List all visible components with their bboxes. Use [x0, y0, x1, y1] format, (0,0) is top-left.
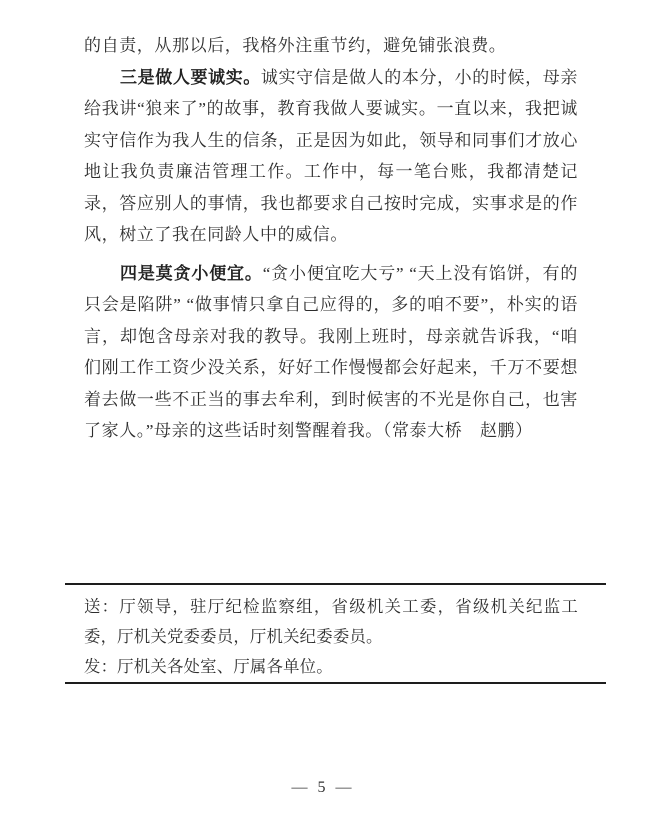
paragraph-honesty-text: 诚实守信是做人的本分，小的时候，母亲给我讲“狼来了”的故事，教育我做人要诚实。一直以来，我把诚实守信作为我人生的信条，正是因为如此，领导和同事们才放心地让我负责廉洁管理工作。工作中，每一笔台账，我都清楚记录，答应别人的事情，我也都要求自己按时完成，实事求是的作风，树立了我在同龄人中的威信。: [84, 67, 578, 244]
page-number: — 5 —: [291, 779, 355, 796]
paragraph-no-greed-text: “贪小便宜吃大亏” “天上没有馅饼，有的只会是陷阱” “做事情只拿自己应得的，多的咱不要”，朴实的语言，却饱含母亲对我的教导。我刚上班时，母亲就告诉我，“咱们刚工作工资少没关系，好好工作慢慢都会好起来，千万不要想着去做一些不正当的事去牟利，到时候害的不光是你自己，也害了家人。”母亲的这些话时刻警醒着我。（常泰大桥 赵鹏）: [84, 263, 578, 440]
document-body: [84, 30, 578, 447]
paragraph-continuation: 的自责，从那以后，我格外注重节约，避免铺张浪费。: [84, 36, 507, 55]
paragraph-honesty: [84, 62, 578, 251]
distribution-top-rule: [65, 583, 606, 585]
paragraph-no-greed: [84, 258, 578, 447]
paragraph-honesty-heading: 三是做人要诚实。: [120, 67, 261, 87]
distribution-send-line: 送：厅领导，驻厅纪检监察组，省级机关工委，省级机关纪监工委，厅机关党委委员，厅机关纪委委员。: [84, 597, 578, 646]
distribution-block: [84, 592, 578, 682]
paragraph-no-greed-heading: 四是莫贪小便宜。: [120, 263, 263, 283]
distribution-issue-line: 发：厅机关各处室、厅属各单位。: [84, 657, 333, 676]
distribution-bottom-rule: [65, 682, 606, 684]
